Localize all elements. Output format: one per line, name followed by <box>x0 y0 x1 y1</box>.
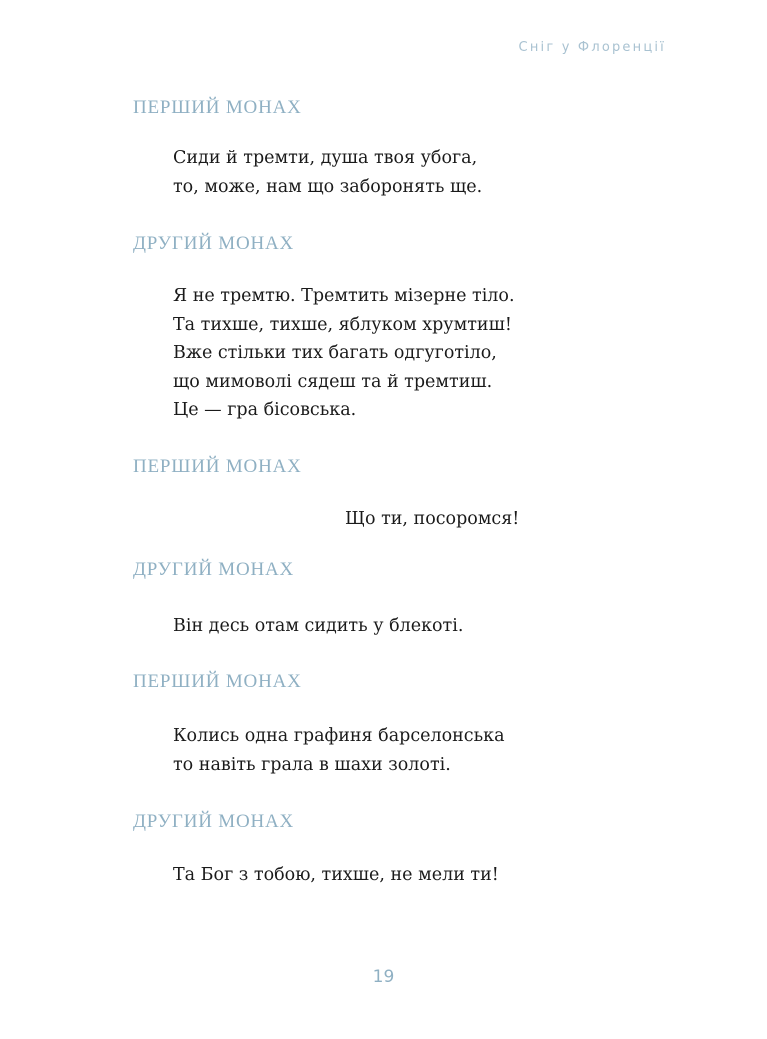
speaker-label: ДРУГИЙ МОНАХ <box>133 811 295 832</box>
verse-block <box>173 144 482 201</box>
verse-block <box>345 505 519 534</box>
verse-block <box>173 861 499 890</box>
verse-block <box>173 612 463 641</box>
verse-line: Колись одна графиня барселонська <box>173 726 505 746</box>
page-number: 19 <box>372 967 395 987</box>
verse-line: то, може, нам що заборонять ще. <box>173 176 483 197</box>
verse-line: Сиди й тремти, душа твоя убога, <box>173 148 478 168</box>
speaker-label: ПЕРШИЙ МОНАХ <box>133 671 302 692</box>
speaker-label: ДРУГИЙ МОНАХ <box>133 559 295 580</box>
speaker-label: ДРУГИЙ МОНАХ <box>133 233 295 254</box>
verse-line: Це — гра бісовська. <box>173 400 357 420</box>
verse-line: Та Бог з тобою, тихше, не мели ти! <box>173 865 499 885</box>
verse-block <box>173 722 505 779</box>
verse-line: то навіть грала в шахи золоті. <box>173 754 451 775</box>
verse-block <box>173 282 515 425</box>
verse-line: Він десь отам сидить у блекоті. <box>173 616 464 636</box>
verse-line: Що ти, посоромся! <box>345 509 520 529</box>
verse-line: Вже стільки тих багать одгуготіло, <box>173 343 497 363</box>
speaker-label: ПЕРШИЙ МОНАХ <box>133 97 302 118</box>
verse-line: Я не тремтю. Тремтить мізерне тіло. <box>173 286 515 306</box>
speaker-label: ПЕРШИЙ МОНАХ <box>133 456 302 477</box>
running-head: Сніг у Флоренції <box>518 40 666 55</box>
verse-line: що мимоволі сядеш та й тремтиш. <box>173 371 493 392</box>
verse-line: Та тихше, тихше, яблуком хрумтиш! <box>173 314 512 335</box>
